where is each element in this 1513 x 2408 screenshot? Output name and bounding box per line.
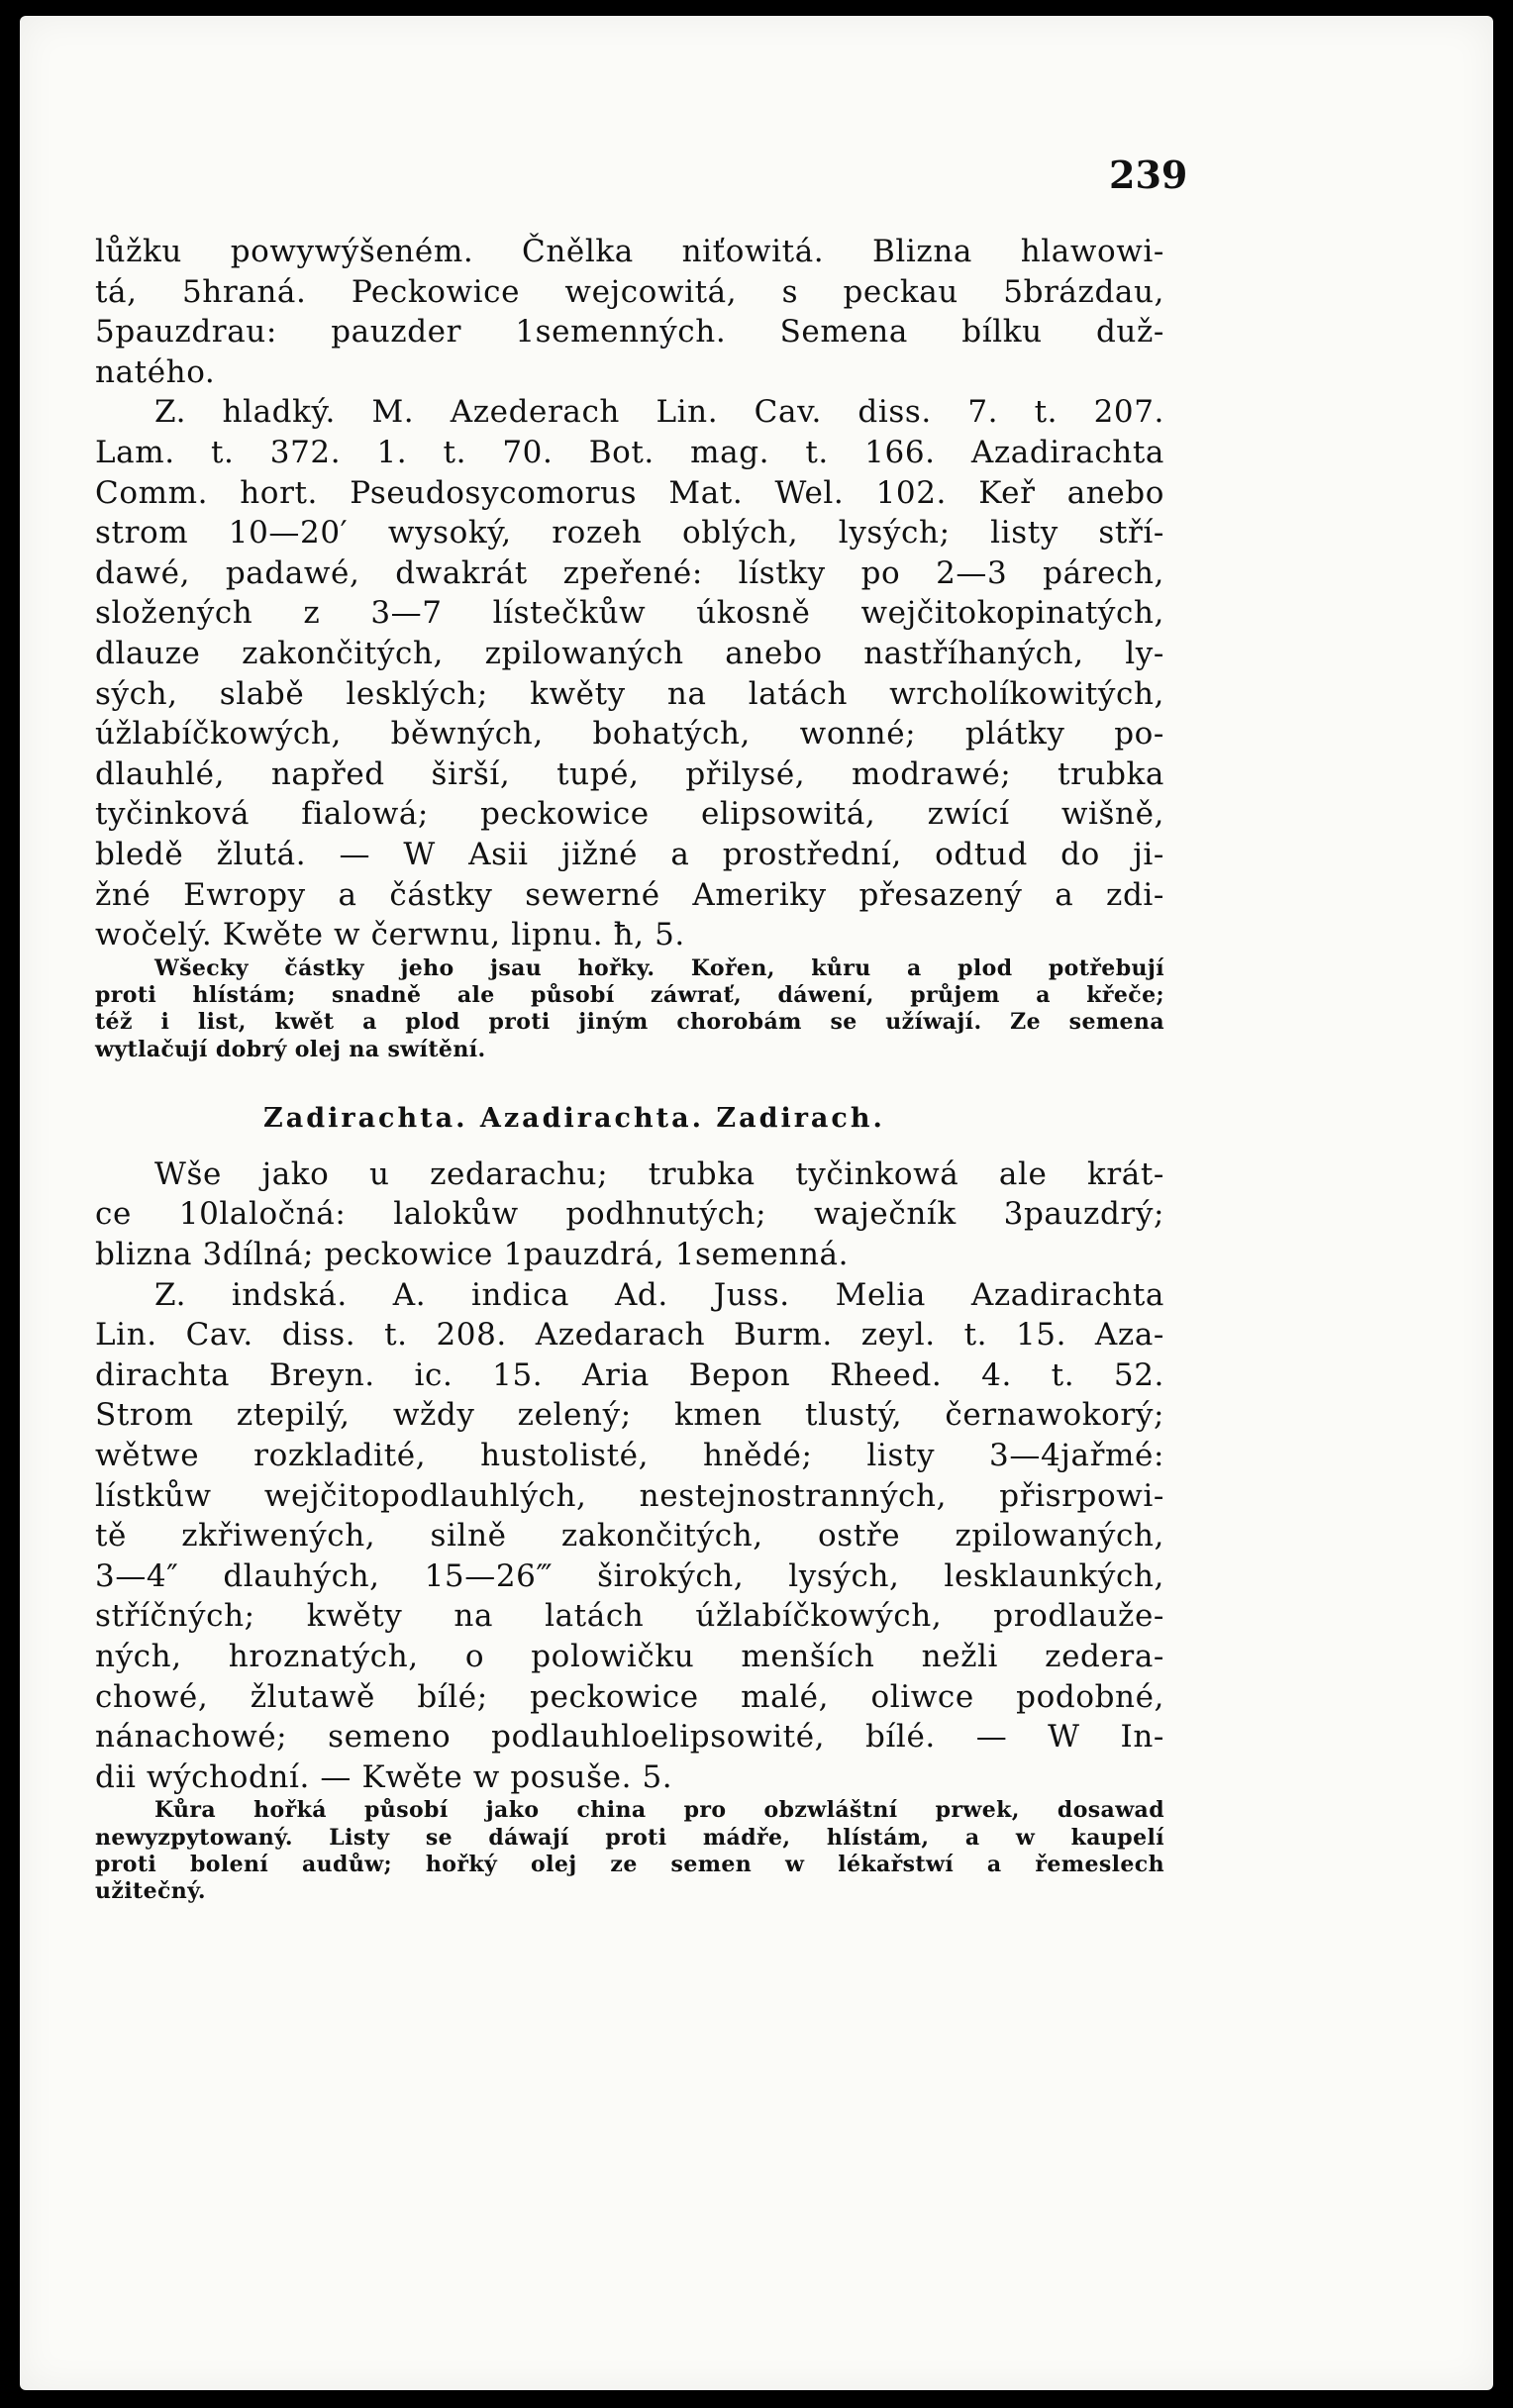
note-line: též i list, kwět a plod proti jiným chorobám se užíwají. Ze semena [95, 1009, 1164, 1036]
text-line: 3—4″ dlauhých, 15—26‴ širokých, lysých, lesklaunkých, [95, 1557, 1164, 1594]
note-uses-zadirachta [95, 1797, 1164, 1905]
text-line: natého. [95, 353, 216, 390]
text-line: chowé, žlutawě bílé; peckowice malé, oliwce podobné, [95, 1678, 1164, 1715]
text-line: lůžku powywýšeném. Čnělka niťowitá. Blizna hlawowi- [95, 234, 1164, 269]
note-line: proti hlístám; snadně ale působí záwrať, dáwení, průjem a křeče; [95, 981, 1164, 1008]
text-line: 5pauzdrau: pauzder 1semenných. Semena bílku duž- [95, 314, 1164, 351]
text-line: dlauhlé, napřed širší, tupé, přilysé, modrawé; trubka [95, 755, 1164, 792]
text-line: Strom ztepilý, wždy zelený; kmen tlustý, černawokorý; [95, 1397, 1164, 1434]
text-line: stříčných; kwěty na latách úžlabíčkowých, prodlauže- [95, 1598, 1164, 1635]
text-line: složených z 3—7 lístečkůw úkosně wejčitokopinatých, [95, 595, 1164, 632]
text-line: Lam. t. 372. 1. t. 70. Bot. mag. t. 166. Azadirachta [95, 434, 1164, 470]
genus-heading: Zadirachta. Azadirachta. Zadirach. [263, 1102, 885, 1134]
paragraph-zadirachta-description [95, 1154, 1164, 1798]
text-line: Comm. hort. Pseudosycomorus Mat. Wel. 102. Keř anebo [95, 474, 1164, 511]
text-line: Z. hladký. M. Azederach Lin. Cav. diss. 7. t. 207. [154, 394, 1164, 431]
text-line: dlauze zakončitých, zpilowaných anebo nastříhaných, ly- [95, 635, 1164, 671]
page-number: 239 [1109, 152, 1188, 197]
text-line: wětwe rozkladité, hustolisté, hnědé; listy 3—4jařmé: [95, 1438, 1164, 1474]
text-line: strom 10—20′ wysoký, rozeh oblých, lysých; listy stří- [95, 515, 1164, 552]
text-line: úžlabíčkowých, běwných, bohatých, wonné; plátky po- [95, 716, 1164, 752]
note-uses-zedarach [95, 955, 1164, 1063]
text-line: bledě žlutá. — W Asii jižné a prostřední, odtud do ji- [95, 836, 1164, 872]
text-line: sých, slabě lesklých; kwěty na latách wrcholíkowitých, [95, 675, 1164, 712]
text-line: tá, 5hraná. Peckowice wejcowitá, s peckau 5brázdau, [95, 273, 1164, 310]
note-line: wytlačují dobrý olej na swítění. [95, 1036, 486, 1062]
note-line: užitečný. [95, 1878, 206, 1905]
text-line: wočelý. Kwěte w čerwnu, lipnu. ħ, 5. [95, 917, 685, 953]
text-line: žné Ewropy a částky sewerné Ameriky přesazený a zdi- [95, 876, 1164, 913]
book-page [20, 16, 1493, 2390]
note-line: Kůra hořká působí jako china pro obzwláštní prwek, dosawad [154, 1797, 1164, 1824]
text-line: dawé, padawé, dwakrát zpeřené: lístky po 2—3 párech, [95, 554, 1164, 591]
text-line: ce 10laločná: lalokůw podhnutých; waječník 3pauzdrý; [95, 1196, 1164, 1233]
text-line: nánachowé; semeno podlauhloelipsowité, bílé. — W In- [95, 1719, 1164, 1756]
note-line: newyzpytowaný. Listy se dáwají proti mádře, hlístám, a w kaupelí [95, 1824, 1164, 1851]
text-line: blizna 3dílná; peckowice 1pauzdrá, 1semenná. [95, 1237, 850, 1273]
text-line: tyčinková fialowá; peckowice elipsowitá, zwící wišně, [95, 796, 1164, 833]
text-line: Z. indská. A. indica Ad. Juss. Melia Azadirachta [154, 1276, 1164, 1313]
page-text [95, 232, 1164, 1906]
text-line: tě zkřiwených, silně zakončitých, ostře zpilowaných, [95, 1518, 1164, 1555]
text-line: Wše jako u zedarachu; trubka tyčinkowá ale krát- [154, 1155, 1164, 1192]
text-line: ných, hroznatých, o polowičku menších nežli zedera- [95, 1639, 1164, 1674]
text-line: dii wýchodní. — Kwěte w posuše. 5. [95, 1758, 673, 1795]
paragraph-zedarach-description [95, 232, 1164, 955]
note-line: Wšecky částky jeho jsau hořky. Kořen, kůru a plod potřebují [154, 954, 1164, 981]
note-line: proti bolení audůw; hořký olej ze semen w lékařstwí a řemeslech [95, 1851, 1164, 1877]
text-line: lístkůw wejčitopodlauhlých, nestejnostranných, přisrpowi- [95, 1477, 1164, 1514]
text-line: Lin. Cav. diss. t. 208. Azedarach Burm. zeyl. t. 15. Aza- [95, 1317, 1164, 1354]
text-line: dirachta Breyn. ic. 15. Aria Bepon Rheed. 4. t. 52. [95, 1356, 1164, 1393]
